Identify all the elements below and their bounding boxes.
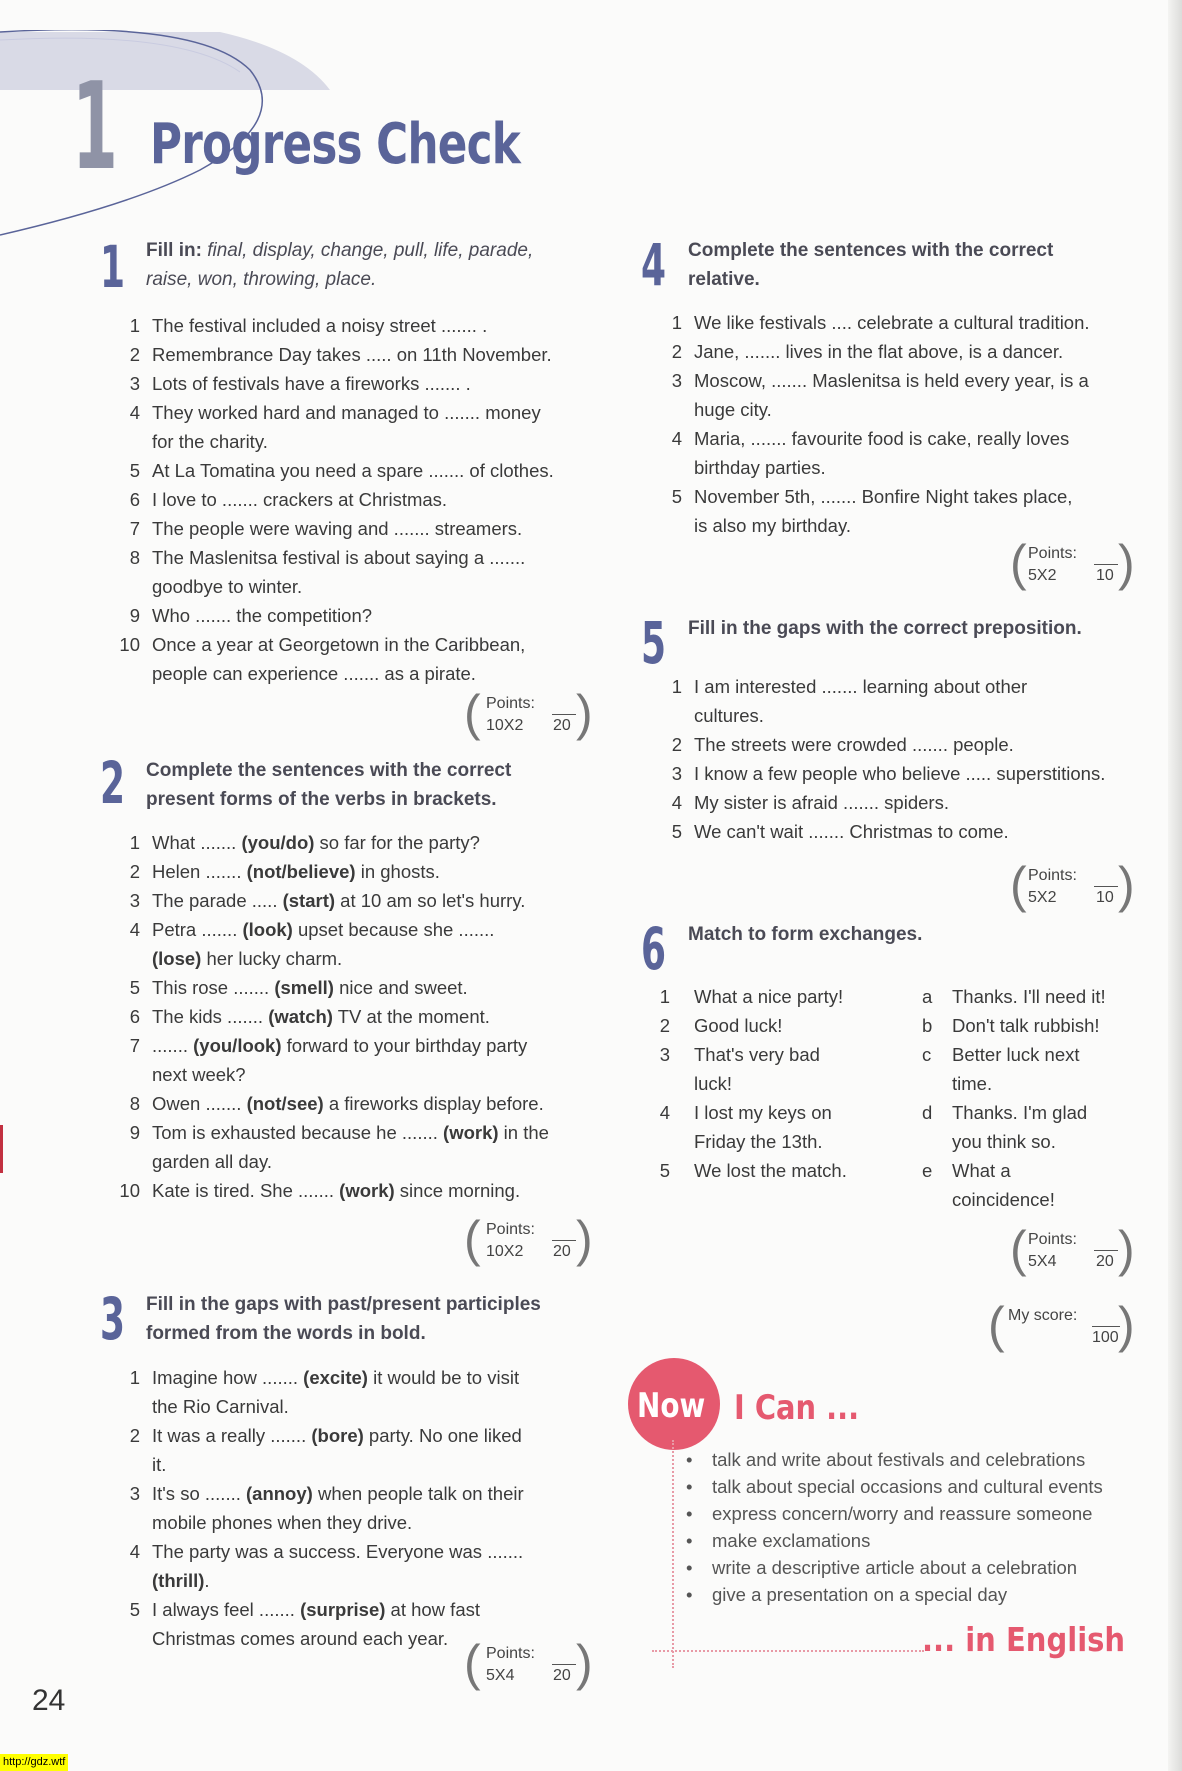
verb-prompt: (start) xyxy=(282,890,336,911)
verb-prompt: (thrill) xyxy=(152,1570,205,1591)
item-number: 7 xyxy=(129,518,140,539)
page-number: 24 xyxy=(32,1684,66,1717)
exercise-item xyxy=(116,1118,590,1176)
item-text: huge city. xyxy=(694,399,772,420)
item-text: The festival included a noisy street ....... . xyxy=(152,315,488,336)
item-text: Owen ....... xyxy=(152,1093,247,1114)
exercise-item xyxy=(116,369,590,398)
exercise-6-points: ( Points: 5X4 20 ) xyxy=(1010,1221,1135,1277)
item-line xyxy=(152,857,590,886)
item-line xyxy=(152,886,590,915)
match-line: What a xyxy=(952,1160,1011,1181)
match-text xyxy=(694,1156,866,1185)
item-text: Petra ....... xyxy=(152,919,243,940)
item-text: people can experience ....... as a pirate. xyxy=(152,663,476,684)
item-text: The streets were crowded ....... people. xyxy=(694,734,1014,755)
item-letter: c xyxy=(922,1044,932,1065)
item-text: Remembrance Day takes ..... on 11th November. xyxy=(152,344,552,365)
exercise-5-number: 5 xyxy=(641,609,667,677)
item-line xyxy=(152,1363,590,1392)
item-number: 2 xyxy=(671,734,682,755)
match-line: luck! xyxy=(694,1073,733,1094)
i-can-label: I Can ... xyxy=(734,1388,860,1428)
exercise-3-instruction: Fill in the gaps with past/present participles formed from the words in bold. xyxy=(146,1294,541,1344)
exercise-4-points: ( Points: 5X2 10 ) xyxy=(1010,535,1135,591)
item-letter: a xyxy=(922,986,933,1007)
match-left-item xyxy=(658,1156,848,1185)
can-do-item: • make exclamations xyxy=(686,1527,1103,1554)
exercise-item xyxy=(116,828,590,857)
item-line xyxy=(152,828,590,857)
verb-prompt: (smell) xyxy=(274,977,334,998)
item-line xyxy=(152,1002,590,1031)
exercise-item xyxy=(116,1002,590,1031)
match-right-item xyxy=(922,1156,1132,1214)
item-text: party. No one liked xyxy=(363,1425,522,1446)
item-number: 5 xyxy=(129,977,140,998)
exercise-2-number: 2 xyxy=(100,749,126,817)
exercise-5-instruction: Fill in the gaps with the correct preposition. xyxy=(688,618,1082,639)
item-text: The Maslenitsa festival is about saying a ....... xyxy=(152,547,526,568)
item-text: The parade ..... xyxy=(152,890,283,911)
exercise-item xyxy=(658,730,1132,759)
item-text: Tom is exhausted because he ....... xyxy=(152,1122,444,1143)
item-number: 1 xyxy=(671,676,682,697)
my-score: ( My score: 100 ) xyxy=(988,1297,1135,1353)
verb-prompt: (excite) xyxy=(303,1367,368,1388)
item-number: 10 xyxy=(119,634,140,655)
exercise-item xyxy=(116,456,590,485)
exercise-item xyxy=(658,788,1132,817)
item-text: November 5th, ....... Bonfire Night takes place, xyxy=(694,486,1073,507)
unit-number: 1 xyxy=(72,58,118,197)
item-text: It was a really ....... xyxy=(152,1425,312,1446)
item-number: 5 xyxy=(671,486,682,507)
item-text: mobile phones when they drive. xyxy=(152,1512,413,1533)
exercise-item xyxy=(116,915,590,973)
exercise-item xyxy=(116,886,590,915)
exercise-item xyxy=(658,759,1132,788)
item-number: 3 xyxy=(129,373,140,394)
exercise-item xyxy=(658,366,1132,424)
item-number: 8 xyxy=(129,547,140,568)
match-text xyxy=(952,982,1132,1011)
item-number: 5 xyxy=(671,821,682,842)
exercise-3-points: ( Points: 5X4 20 ) xyxy=(464,1635,593,1691)
item-number: 2 xyxy=(659,1015,670,1036)
item-number: 4 xyxy=(129,1541,140,1562)
item-number: 3 xyxy=(129,1483,140,1504)
item-text: Jane, ....... lives in the flat above, is a dancer. xyxy=(694,341,1064,362)
exercise-item xyxy=(116,601,590,630)
item-text: garden all day. xyxy=(152,1151,272,1172)
item-number: 9 xyxy=(129,605,140,626)
exercise-item xyxy=(658,337,1132,366)
item-line xyxy=(152,915,590,944)
item-number: 8 xyxy=(129,1093,140,1114)
item-number: 10 xyxy=(119,1180,140,1201)
match-right-item xyxy=(922,982,1132,1011)
match-left-item xyxy=(658,982,848,1011)
match-line: you think so. xyxy=(952,1131,1056,1152)
item-text: goodbye to winter. xyxy=(152,576,303,597)
match-text xyxy=(952,1156,1132,1214)
item-number: 2 xyxy=(129,861,140,882)
item-text: in ghosts. xyxy=(355,861,440,882)
exercise-1-instruction xyxy=(146,236,606,294)
item-number: 2 xyxy=(129,344,140,365)
exercise-item xyxy=(658,817,1132,846)
item-line xyxy=(152,1508,590,1537)
item-line xyxy=(152,1421,590,1450)
exercise-6-match xyxy=(658,982,1132,1212)
item-line xyxy=(152,1118,590,1147)
item-number: 6 xyxy=(129,1006,140,1027)
item-number: 1 xyxy=(671,312,682,333)
item-text: it. xyxy=(152,1454,167,1475)
in-english-label: ... in English xyxy=(922,1620,1126,1659)
match-right-item xyxy=(922,1011,1132,1040)
item-text: is also my birthday. xyxy=(694,515,851,536)
exercise-2-points: ( Points: 10X2 20 ) xyxy=(464,1211,593,1267)
item-number: 3 xyxy=(129,890,140,911)
item-text: I know a few people who believe ..... superstitions. xyxy=(694,763,1106,784)
match-line: Thanks. I'm glad xyxy=(952,1102,1088,1123)
match-line: I lost my keys on xyxy=(694,1102,832,1123)
item-text: The party was a success. Everyone was ....... xyxy=(152,1541,524,1562)
item-number: 5 xyxy=(129,460,140,481)
item-number: 3 xyxy=(671,763,682,784)
item-text: a fireworks display before. xyxy=(323,1093,544,1114)
match-left-item xyxy=(658,1011,848,1040)
exercise-4-number: 4 xyxy=(641,231,667,299)
can-do-item: • talk about special occasions and cultural events xyxy=(686,1473,1103,1500)
item-text: It's so ....... xyxy=(152,1483,246,1504)
verb-prompt: (you/look) xyxy=(193,1035,282,1056)
item-text: Kate is tired. She ....... xyxy=(152,1180,340,1201)
item-text: I am interested ....... learning about other xyxy=(694,676,1028,697)
item-number: 4 xyxy=(129,402,140,423)
item-text: Imagine how ....... xyxy=(152,1367,304,1388)
can-do-item: • write a descriptive article about a celebration xyxy=(686,1554,1103,1581)
exercise-item xyxy=(116,1089,590,1118)
item-text: Helen ....... xyxy=(152,861,247,882)
word-list-line1: final, display, change, pull, life, parade, xyxy=(207,240,534,261)
match-text xyxy=(952,1040,1132,1098)
item-number: 4 xyxy=(129,919,140,940)
item-text: forward to your birthday party xyxy=(281,1035,528,1056)
now-label: Now xyxy=(637,1386,706,1426)
item-text: at how fast xyxy=(385,1599,480,1620)
exercise-6-instruction: Match to form exchanges. xyxy=(688,924,923,945)
match-left-item xyxy=(658,1098,848,1156)
item-number: 4 xyxy=(671,428,682,449)
item-number: 1 xyxy=(129,315,140,336)
item-text: Once a year at Georgetown in the Caribbean, xyxy=(152,634,526,655)
item-text: They worked hard and managed to ....... money xyxy=(152,402,541,423)
verb-prompt: (not/believe) xyxy=(246,861,356,882)
exercise-item xyxy=(116,543,590,601)
item-text: The kids ....... xyxy=(152,1006,269,1027)
item-number: 2 xyxy=(671,341,682,362)
item-number: 3 xyxy=(671,370,682,391)
verb-prompt: (watch) xyxy=(268,1006,333,1027)
item-text: since morning. xyxy=(394,1180,521,1201)
match-line: What a nice party! xyxy=(694,986,844,1007)
item-text: cultures. xyxy=(694,705,764,726)
exercise-item xyxy=(116,398,590,456)
match-line: coincidence! xyxy=(952,1189,1055,1210)
margin-mark xyxy=(0,1125,3,1173)
item-text: At La Tomatina you need a spare ....... of clothes. xyxy=(152,460,554,481)
exercise-item xyxy=(116,630,590,688)
item-text: . xyxy=(204,1570,210,1591)
exercise-5-items xyxy=(658,672,1132,846)
item-text: We like festivals .... celebrate a cultural tradition. xyxy=(694,312,1090,333)
exercise-item xyxy=(116,973,590,1002)
exercise-item xyxy=(116,311,590,340)
item-text: I love to ....... crackers at Christmas. xyxy=(152,489,448,510)
item-text: TV at the moment. xyxy=(332,1006,490,1027)
item-text: We can't wait ....... Christmas to come. xyxy=(694,821,1009,842)
exercise-item xyxy=(658,424,1132,482)
exercise-1-number: 1 xyxy=(100,233,126,301)
item-number: 4 xyxy=(659,1102,670,1123)
match-line: time. xyxy=(952,1073,993,1094)
exercise-item xyxy=(658,308,1132,337)
item-text: Moscow, ....... Maslenitsa is held every year, is a xyxy=(694,370,1089,391)
exercise-1-items xyxy=(116,311,590,688)
exercise-item xyxy=(116,857,590,886)
item-line xyxy=(152,1450,590,1479)
verb-prompt: (surprise) xyxy=(300,1599,386,1620)
page-title: Progress Check xyxy=(150,112,521,177)
match-text xyxy=(694,1098,866,1156)
verb-prompt: (not/see) xyxy=(246,1093,324,1114)
exercise-item xyxy=(116,1479,590,1537)
match-line: Better luck next xyxy=(952,1044,1080,1065)
exercise-item xyxy=(116,1421,590,1479)
item-text: at 10 am so let's hurry. xyxy=(335,890,526,911)
exercise-item xyxy=(116,514,590,543)
exercise-item xyxy=(116,1031,590,1089)
match-text xyxy=(952,1011,1132,1040)
can-do-item: • talk and write about festivals and celebrations xyxy=(686,1446,1103,1473)
exercise-5-points: ( Points: 5X2 10 ) xyxy=(1010,857,1135,913)
item-number: 5 xyxy=(659,1160,670,1181)
match-line: Friday the 13th. xyxy=(694,1131,823,1152)
page-edge-shadow xyxy=(1168,0,1182,1771)
item-text: in the xyxy=(498,1122,549,1143)
item-number: 7 xyxy=(129,1035,140,1056)
item-number: 9 xyxy=(129,1122,140,1143)
verb-prompt: (work) xyxy=(443,1122,499,1143)
item-line xyxy=(152,1595,590,1624)
dotted-divider-vertical xyxy=(672,1440,674,1668)
match-text xyxy=(952,1098,1132,1156)
dotted-divider-horizontal xyxy=(652,1650,924,1652)
item-text: when people talk on their xyxy=(312,1483,524,1504)
item-text: I always feel ....... xyxy=(152,1599,301,1620)
match-right-item xyxy=(922,1098,1132,1156)
item-line xyxy=(152,1147,590,1176)
instruction-prefix: Fill in: xyxy=(146,240,208,261)
exercise-item xyxy=(116,340,590,369)
item-letter: e xyxy=(922,1160,933,1181)
match-text xyxy=(694,1040,866,1098)
exercise-item xyxy=(116,1176,590,1205)
item-text: Christmas comes around each year. xyxy=(152,1628,449,1649)
item-text: it would be to visit xyxy=(367,1367,520,1388)
item-text: My sister is afraid ....... spiders. xyxy=(694,792,949,813)
item-line xyxy=(152,1089,590,1118)
word-list-line2: raise, won, throwing, place. xyxy=(146,269,377,290)
item-line xyxy=(152,1537,590,1566)
exercise-item xyxy=(116,1537,590,1595)
item-text: upset because she ....... xyxy=(292,919,495,940)
item-number: 6 xyxy=(129,489,140,510)
exercise-6-number: 6 xyxy=(641,915,667,983)
item-text: the Rio Carnival. xyxy=(152,1396,289,1417)
footer-url[interactable]: http://gdz.wtf xyxy=(0,1754,68,1771)
match-line: Thanks. I'll need it! xyxy=(952,986,1106,1007)
can-do-list xyxy=(686,1446,1103,1608)
item-text: What ....... xyxy=(152,832,242,853)
match-line: That's very bad xyxy=(694,1044,820,1065)
verb-prompt: (look) xyxy=(242,919,293,940)
item-text: so far for the party? xyxy=(314,832,480,853)
exercise-item xyxy=(658,482,1132,540)
item-text: This rose ....... xyxy=(152,977,275,998)
can-do-item: • express concern/worry and reassure someone xyxy=(686,1500,1103,1527)
verb-prompt: (lose) xyxy=(152,948,202,969)
item-number: 4 xyxy=(671,792,682,813)
item-number: 3 xyxy=(659,1044,670,1065)
match-right-item xyxy=(922,1040,1132,1098)
verb-prompt: (you/do) xyxy=(241,832,315,853)
item-number: 1 xyxy=(659,986,670,1007)
item-text: next week? xyxy=(152,1064,246,1085)
verb-prompt: (bore) xyxy=(311,1425,364,1446)
exercise-3-number: 3 xyxy=(100,1285,126,1353)
item-line xyxy=(152,1031,590,1060)
exercise-item xyxy=(116,1363,590,1421)
exercise-item xyxy=(116,485,590,514)
match-text xyxy=(694,982,866,1011)
item-text: Who ....... the competition? xyxy=(152,605,373,626)
item-number: 1 xyxy=(129,1367,140,1388)
match-text xyxy=(694,1011,866,1040)
item-line xyxy=(152,1060,590,1089)
verb-prompt: (work) xyxy=(339,1180,395,1201)
exercise-4-instruction: Complete the sentences with the correct relative. xyxy=(688,240,1054,290)
match-line: Don't talk rubbish! xyxy=(952,1015,1100,1036)
match-left-item xyxy=(658,1040,848,1098)
item-line xyxy=(152,944,590,973)
item-letter: b xyxy=(922,1015,933,1036)
exercise-1-points: ( Points: 10X2 20 ) xyxy=(464,685,593,741)
item-line xyxy=(152,1176,590,1205)
exercise-4-items xyxy=(658,308,1132,540)
can-do-item: • give a presentation on a special day xyxy=(686,1581,1103,1608)
item-letter: d xyxy=(922,1102,933,1123)
verb-prompt: (annoy) xyxy=(246,1483,313,1504)
item-text: Lots of festivals have a fireworks ....... . xyxy=(152,373,471,394)
item-line xyxy=(152,973,590,1002)
item-line xyxy=(152,1479,590,1508)
item-number: 2 xyxy=(129,1425,140,1446)
item-number: 1 xyxy=(129,832,140,853)
item-text: birthday parties. xyxy=(694,457,826,478)
item-text: her lucky charm. xyxy=(201,948,343,969)
exercise-3-items xyxy=(116,1363,590,1653)
item-text: ....... xyxy=(152,1035,194,1056)
item-text: for the charity. xyxy=(152,431,268,452)
item-number: 5 xyxy=(129,1599,140,1620)
exercise-2-instruction: Complete the sentences with the correct present forms of the verbs in brackets. xyxy=(146,760,512,810)
match-line: We lost the match. xyxy=(694,1160,847,1181)
match-line: Good luck! xyxy=(694,1015,783,1036)
item-text: The people were waving and ....... streamers. xyxy=(152,518,523,539)
item-line xyxy=(152,1566,590,1595)
item-line xyxy=(152,1392,590,1421)
item-text: Maria, ....... favourite food is cake, really loves xyxy=(694,428,1070,449)
item-text: nice and sweet. xyxy=(333,977,468,998)
exercise-2-items xyxy=(116,828,590,1205)
exercise-item xyxy=(658,672,1132,730)
